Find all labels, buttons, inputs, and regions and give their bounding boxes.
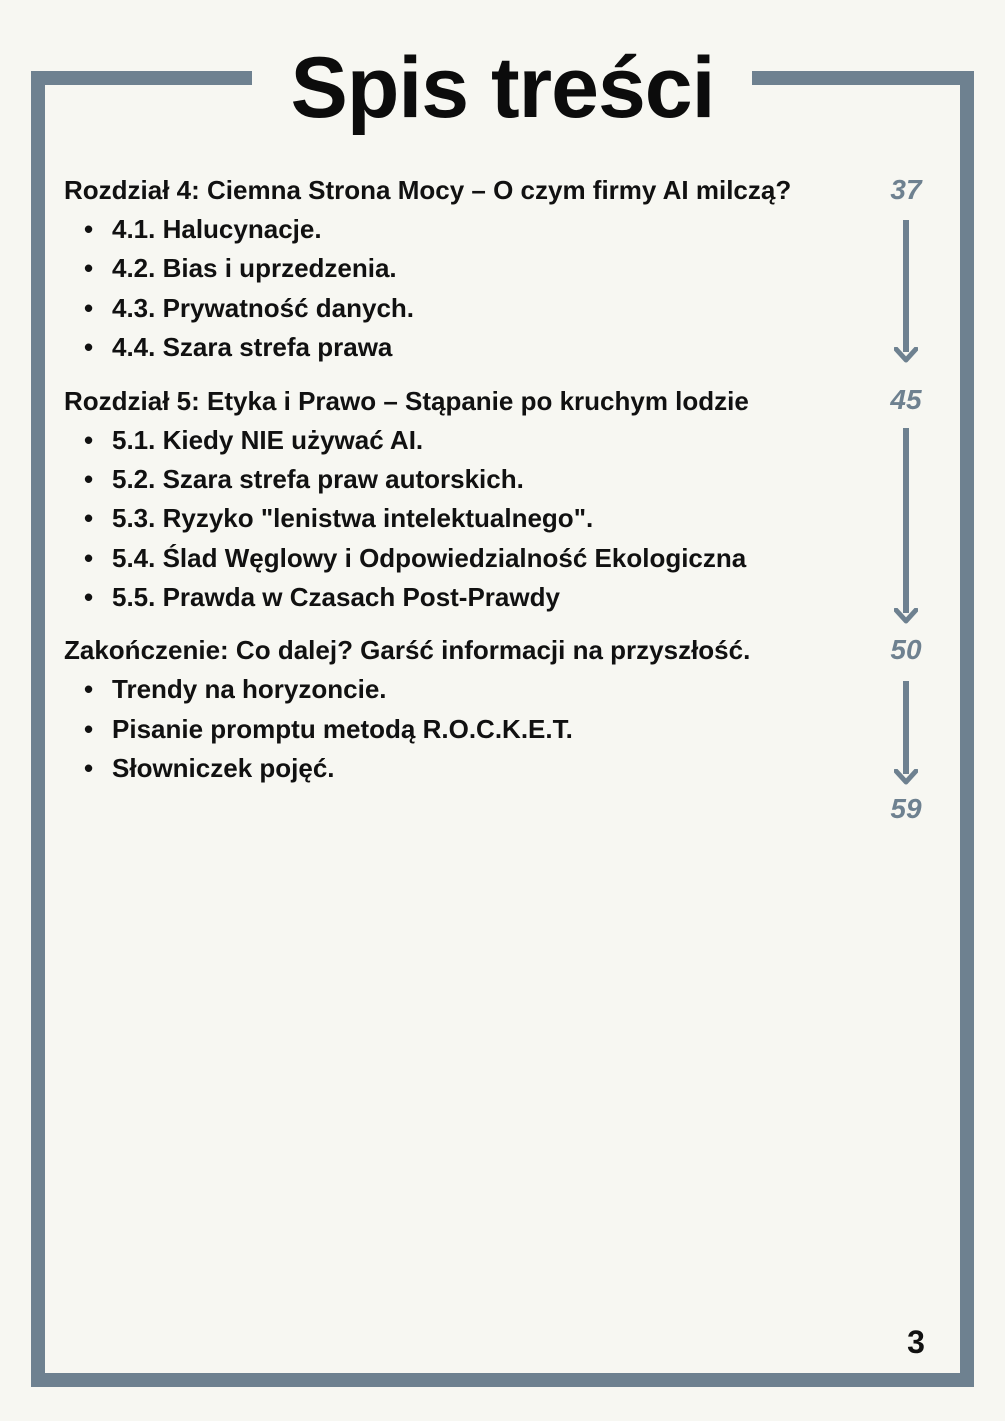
- page-title: Spis treści: [290, 40, 715, 136]
- toc-item-label: Pisanie promptu metodą R.O.C.K.E.T.: [112, 714, 573, 744]
- page-ref-chapter-5: 45: [890, 384, 922, 415]
- toc-item-label: Trendy na horyzoncie.: [112, 674, 387, 704]
- toc-item-label: 5.1. Kiedy NIE używać AI.: [112, 425, 424, 455]
- toc-item[interactable]: [84, 502, 593, 534]
- toc-item-label: 4.1. Halucynacje.: [112, 214, 322, 244]
- toc-item-label: 4.3. Prywatność danych.: [112, 293, 415, 323]
- toc-item[interactable]: [84, 424, 423, 456]
- toc-item[interactable]: [84, 331, 392, 363]
- bullet: •: [84, 503, 94, 533]
- bullet: •: [84, 425, 94, 455]
- toc-item-label: 4.2. Bias i uprzedzenia.: [112, 253, 397, 283]
- toc-item-label: 5.5. Prawda w Czasach Post-Prawdy: [112, 582, 560, 612]
- bullet: •: [84, 753, 94, 783]
- toc-chapter-4[interactable]: Rozdział 4: Ciemna Strona Mocy – O czym firmy AI milczą?: [64, 175, 792, 205]
- bullet: •: [84, 714, 94, 744]
- arrow-down-icon: [894, 681, 918, 785]
- bullet: •: [84, 674, 94, 704]
- toc-chapter-conclusion[interactable]: Zakończenie: Co dalej? Garść informacji na przyszłość.: [64, 635, 751, 665]
- toc-item-label: 5.3. Ryzyko "lenistwa intelektualnego".: [112, 503, 594, 533]
- bullet: •: [84, 253, 94, 283]
- toc-item[interactable]: [84, 542, 746, 574]
- page-ref-conclusion: 50: [890, 634, 922, 665]
- toc-item[interactable]: [84, 292, 414, 324]
- toc-item-label: 5.2. Szara strefa praw autorskich.: [112, 464, 524, 494]
- toc-item-label: 4.4. Szara strefa prawa: [112, 332, 393, 362]
- bullet: •: [84, 543, 94, 573]
- bullet: •: [84, 214, 94, 244]
- toc-item[interactable]: [84, 213, 322, 245]
- toc-item[interactable]: [84, 581, 560, 613]
- bullet: •: [84, 582, 94, 612]
- bullet: •: [84, 464, 94, 494]
- bullet: •: [84, 293, 94, 323]
- toc-item[interactable]: [84, 673, 387, 705]
- arrow-down-icon: [894, 220, 918, 363]
- toc-item[interactable]: [84, 463, 524, 495]
- toc-item[interactable]: [84, 752, 335, 784]
- page-ref-chapter-4: 37: [890, 174, 922, 205]
- page-number: 3: [907, 1324, 925, 1360]
- bullet: •: [84, 332, 94, 362]
- arrow-down-icon: [894, 428, 918, 624]
- toc-item-label: Słowniczek pojęć.: [112, 753, 335, 783]
- toc-item[interactable]: [84, 713, 573, 745]
- toc-item[interactable]: [84, 252, 397, 284]
- page-ref-end: 59: [890, 793, 922, 824]
- toc-item-label: 5.4. Ślad Węglowy i Odpowiedzialność Ekologiczna: [112, 543, 747, 573]
- toc-chapter-5[interactable]: Rozdział 5: Etyka i Prawo – Stąpanie po kruchym lodzie: [64, 386, 749, 416]
